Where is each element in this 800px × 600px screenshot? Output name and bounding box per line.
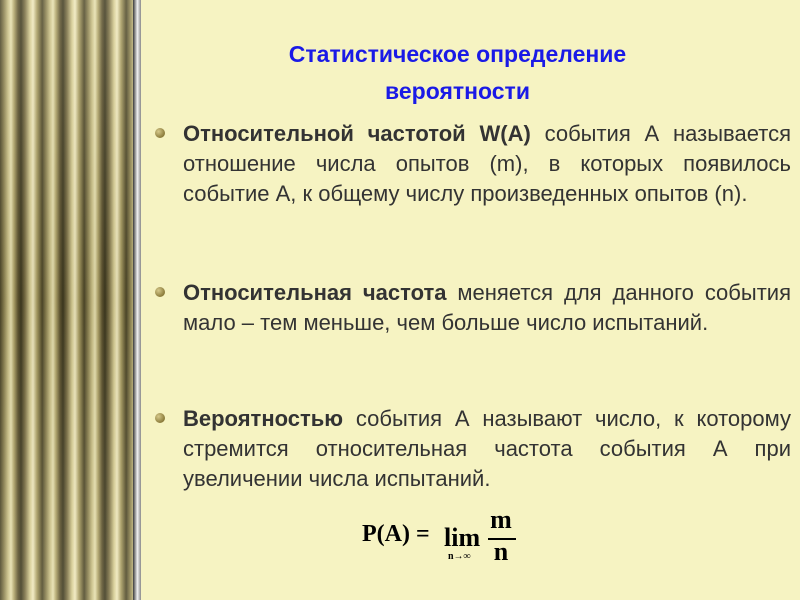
formula-limit-subscript: n→∞ [448, 551, 471, 562]
term: Относительная частота [183, 280, 447, 305]
definition-text: события А называется отношение числа опытов (m), в которых появилось событие А, к общему числу произведенных опытов (n). [183, 121, 791, 206]
slide-title [145, 36, 770, 110]
title-line-1: Статистическое определение [288, 41, 627, 67]
paragraph-probability [183, 404, 791, 494]
decorative-side-panel [0, 0, 133, 600]
bullet-icon [155, 413, 165, 423]
definition-text: события А называют число, к которому стремится относительная частота события А при увеличении числа испытаний. [183, 406, 791, 491]
term: Относительной частотой W(A) [183, 121, 531, 146]
formula-denominator: n [493, 537, 509, 566]
formula-lhs: P(A) = [362, 521, 430, 547]
bullet-icon [155, 287, 165, 297]
term: Вероятностью [183, 406, 344, 431]
definition-text: меняется для данного события мало – тем меньше, чем больше число испытаний. [183, 280, 791, 335]
paragraph-frequency-change [183, 278, 791, 338]
title-line-2: вероятности [385, 78, 530, 104]
paragraph-relative-frequency [183, 119, 791, 209]
panel-divider [133, 0, 141, 600]
formula-numerator: m [490, 505, 512, 534]
bullet-icon [155, 128, 165, 138]
formula-lim: lim [444, 523, 481, 552]
